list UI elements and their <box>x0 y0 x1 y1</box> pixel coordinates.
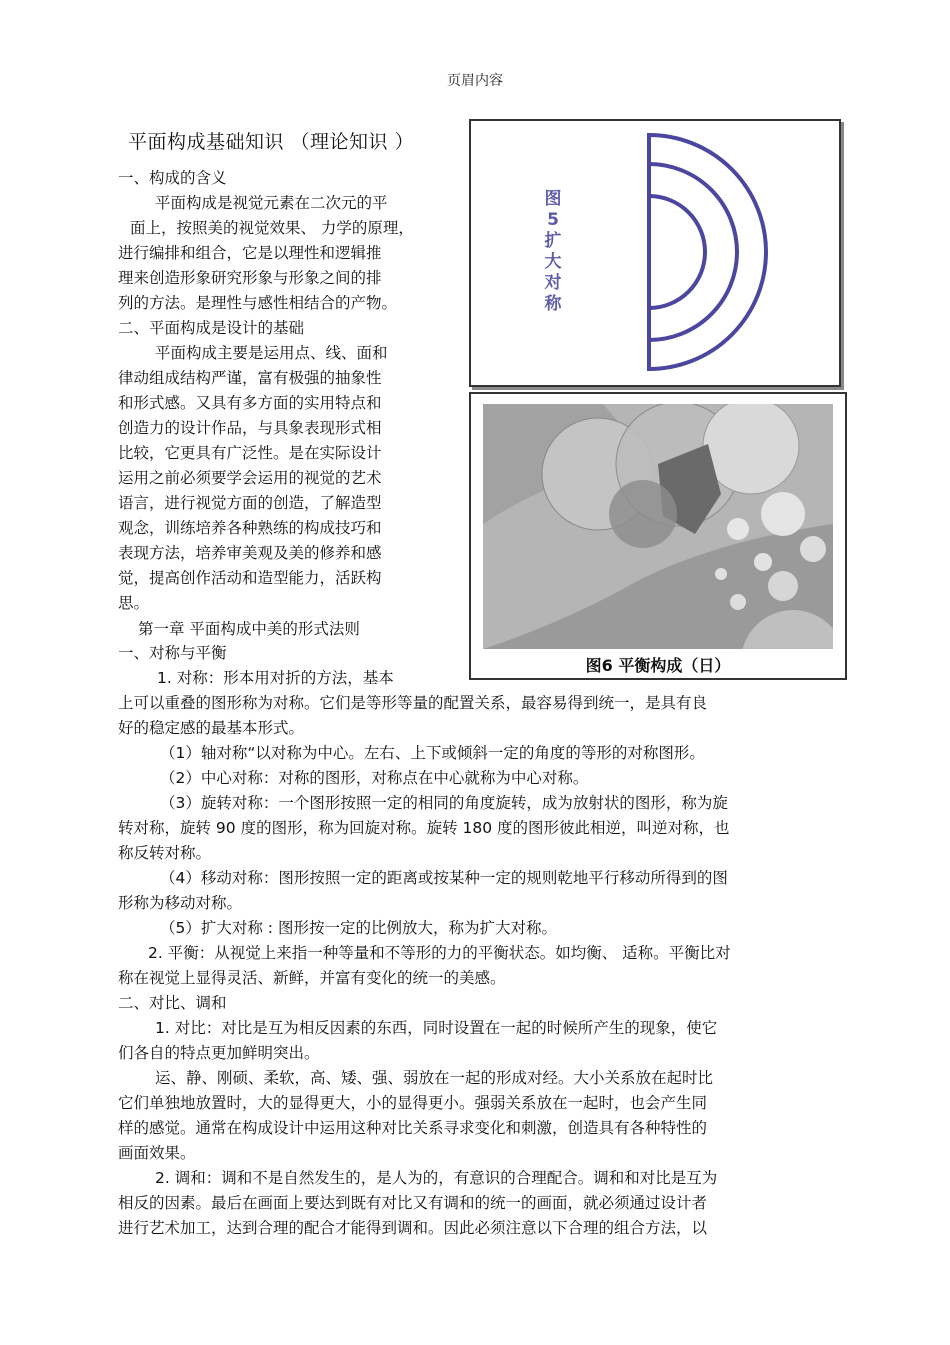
circles-composition-graphic <box>483 404 833 649</box>
fig5-char: 扩 <box>544 231 562 251</box>
paragraph-line: 平面构成是视觉元素在二次元的平 <box>155 194 388 212</box>
paragraph-line: 1. 对称：形本用对折的方法，基本 <box>157 669 394 687</box>
paragraph-line: 好的稳定感的最基本形式。 <box>118 719 305 737</box>
list-item: （5）扩大对称 : 图形按一定的比例放大，称为扩大对称。 <box>160 919 557 937</box>
paragraph-line: 观念，训练培养各种熟练的构成技巧和 <box>118 519 382 537</box>
small-half-circle <box>649 196 705 308</box>
fig5-char: 大 <box>544 252 562 272</box>
paragraph-line: 思。 <box>118 594 150 612</box>
section-heading: 二、平面构成是设计的基础 <box>118 319 305 337</box>
paragraph-line: 它们单独地放置时，大的显得更大，小的显得更小。强弱关系放在一起时，也会产生同 <box>118 1094 708 1112</box>
paragraph-line: 样的感觉。通常在构成设计中运用这种对比关系寻求变化和刺激，创造具有各种特性的 <box>118 1119 708 1137</box>
paragraph-line: 转对称，旋转 90 度的图形，称为回旋对称。旋转 180 度的图形彼此相逆，叫逆对称，也 <box>118 819 730 837</box>
paragraph-line: 形称为移动对称。 <box>118 894 243 912</box>
paragraph-line: 表现方法，培养审美观及美的修养和感 <box>118 544 382 562</box>
fig5-char: 5 <box>547 210 559 230</box>
section-heading: 二、对比、调和 <box>118 994 227 1012</box>
paragraph-line: 比较，它更具有广泛性。是在实际设计 <box>118 444 382 462</box>
paragraph-line: 和形式感。又具有多方面的实用特点和 <box>118 394 382 412</box>
paragraph-line: 画面效果。 <box>118 1144 196 1162</box>
paragraph-line: 面上，按照美的视觉效果、 力学的原理， <box>130 219 414 237</box>
paragraph-line: 律动组成结构严谨，富有极强的抽象性 <box>118 369 382 387</box>
list-item: （2）中心对称：对称的图形，对称点在中心就称为中心对称。 <box>160 769 589 787</box>
paragraph-line: 平面构成主要是运用点、线、面和 <box>155 344 388 362</box>
fig5-char: 对 <box>544 273 562 293</box>
paragraph-line: 们各自的特点更加鲜明突出。 <box>118 1044 320 1062</box>
paragraph-line: 列的方法。是理性与感性相结合的产物。 <box>118 294 398 312</box>
paragraph-line: 理来创造形象研究形象与形象之间的排 <box>118 269 382 287</box>
figure-6-balance-composition <box>469 392 847 680</box>
section-heading: 一、构成的含义 <box>118 169 227 187</box>
chapter-heading: 第一章 平面构成中美的形式法则 <box>138 620 360 638</box>
section-heading: 一、对称与平衡 <box>118 644 227 662</box>
paragraph-line: 运、静、刚硕、柔软，高、矮、强、弱放在一起的形成对经。大小关系放在起时比 <box>155 1069 714 1087</box>
paragraph-line: 称在视觉上显得灵活、新鲜，并富有变化的统一的美感。 <box>118 969 506 987</box>
paragraph-line: 上可以重叠的图形称为对称。它们是等形等量的配置关系，最容易得到统一，是具有良 <box>118 694 708 712</box>
paragraph-line: 觉，提高创作活动和造型能力，活跃构 <box>118 569 382 587</box>
paragraph-line: 2. 平衡：从视觉上来指一种等量和不等形的力的平衡状态。如均衡、 适称。平衡比对 <box>148 944 731 962</box>
half-circles-graphic <box>471 121 839 385</box>
figure-6-caption: 图6 平衡构成（日） <box>585 656 731 675</box>
list-item: （3）旋转对称：一个图形按照一定的相同的角度旋转，成为放射状的图形，称为旋 <box>160 794 728 812</box>
paragraph-line: 语言，进行视觉方面的创造，了解造型 <box>118 494 382 512</box>
medium-half-circle <box>649 164 737 340</box>
paragraph-line: 2. 调和：调和不是自然发生的，是人为的，有意识的合理配合。调和和对比是互为 <box>155 1169 718 1187</box>
page-header: 页眉内容 <box>447 73 503 89</box>
paragraph-line: 创造力的设计作品，与具象表现形式相 <box>118 419 382 437</box>
paragraph-line: 相反的因素。最后在画面上要达到既有对比又有调和的统一的画面，就必须通过设计者 <box>118 1194 708 1212</box>
paragraph-line: 运用之前必须要学会运用的视觉的艺术 <box>118 469 382 487</box>
paragraph-line: 进行艺术加工，达到合理的配合才能得到调和。因此必须注意以下合理的组合方法，以 <box>118 1219 708 1237</box>
large-half-circle <box>649 135 766 369</box>
list-item: （4）移动对称：图形按照一定的距离或按某种一定的规则乾地平行移动所得到的图 <box>160 869 728 887</box>
paragraph-line: 1. 对比：对比是互为相反因素的东西，同时设置在一起的时候所产生的现象，使它 <box>155 1019 718 1037</box>
document-title: 平面构成基础知识 （理论知识 ） <box>128 131 415 153</box>
figure-5-expand-symmetry <box>469 119 841 387</box>
fig5-char: 称 <box>544 294 562 314</box>
figure-5-label <box>541 189 565 315</box>
paragraph-line: 称反转对称。 <box>118 844 212 862</box>
paragraph-line: 进行编排和组合，它是以理性和逻辑推 <box>118 244 382 262</box>
list-item: （1）轴对称“以对称为中心。左右、上下或倾斜一定的角度的等形的对称图形。 <box>160 744 705 762</box>
fig5-char: 图 <box>544 189 562 209</box>
